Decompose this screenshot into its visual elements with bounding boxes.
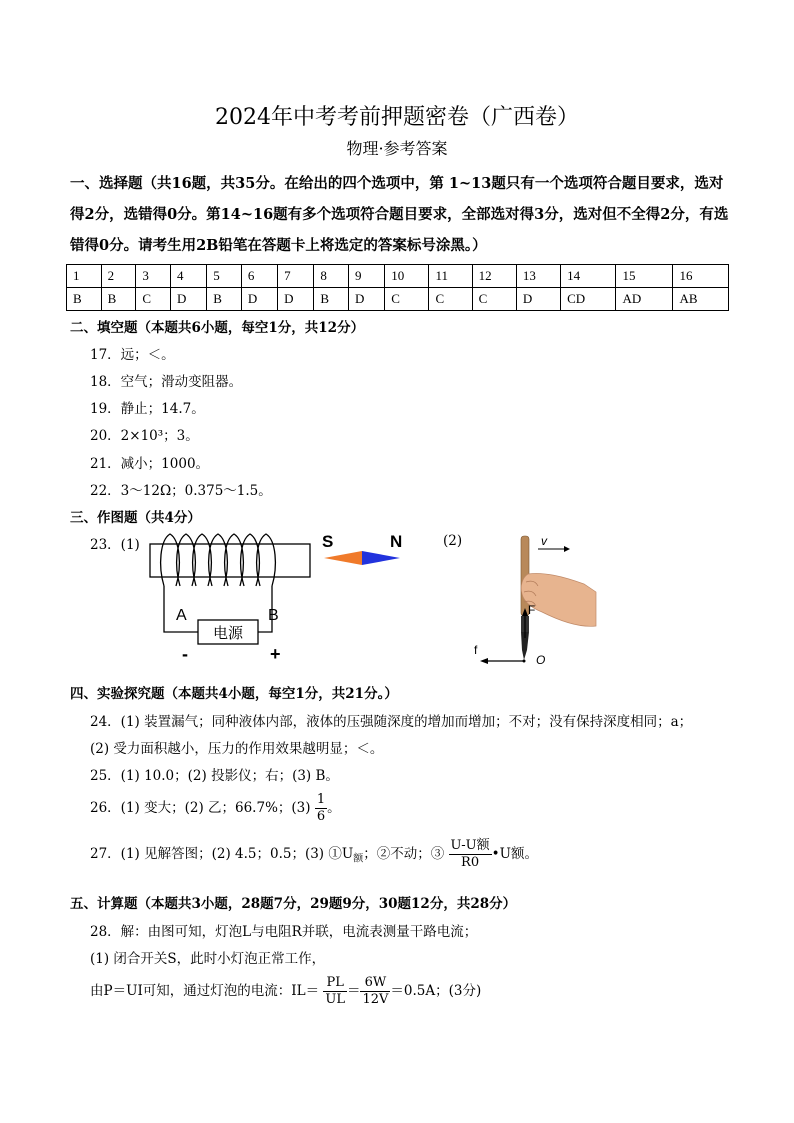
power-supply-label: 电源 (212, 625, 244, 642)
answer-cell: D (348, 288, 384, 311)
question-number-cell: 2 (101, 265, 136, 288)
compass-needle-figure (318, 530, 418, 575)
q27-prefix: 27．(1) 见解答图；(2) 4.5；0.5；(3) ①U (90, 846, 354, 862)
q23-part2-label: (2) (443, 533, 463, 549)
terminal-a-label: A (176, 607, 187, 624)
velocity-label: v (541, 534, 547, 548)
question-number-cell: 5 (207, 265, 242, 288)
answer-cell: D (278, 288, 314, 311)
q28-fraction-1 (323, 975, 347, 1008)
terminal-b-label: B (268, 607, 279, 624)
answer-cell: C (472, 288, 516, 311)
q28-suffix: ＝0.5A；(3分) (390, 983, 482, 999)
minus-sign: - (182, 644, 188, 664)
question-number-cell: 13 (516, 265, 560, 288)
q26-prefix: 26．(1) 变大；(2) 乙；66.7%；(3) (90, 800, 311, 816)
needle-north-half (362, 551, 400, 565)
answer-item-24-line1: 24．(1) 装置漏气；同种液体内部，液体的压强随深度的增加而增加；不对；没有保持深度相同；a； (90, 714, 693, 730)
north-pole-label: N (390, 532, 403, 551)
answer-cell: C (385, 288, 429, 311)
section5-heading: 五、计算题（本题共3小题，28题7分，29题9分，30题12分，共28分） (70, 896, 517, 912)
answer-cell: C (429, 288, 472, 311)
q26-denominator: 6 (316, 809, 326, 824)
question-number-cell: 7 (278, 265, 314, 288)
friction-arrowhead (480, 658, 488, 664)
q27-subscript: 额 (353, 853, 364, 865)
answer-cell: B (314, 288, 349, 311)
question-number-cell: 16 (673, 265, 729, 288)
electromagnet-circuit-figure (140, 526, 330, 666)
answer-table-number-row (67, 265, 729, 288)
section4-heading: 四、实验探究题（本题共4小题，每空1分，共21分。） (70, 686, 398, 702)
answer-item-19: 19．静止；14.7。 (90, 401, 205, 417)
q26-fraction (315, 792, 327, 825)
question-number-cell: 4 (170, 265, 206, 288)
friction-label: f (474, 643, 478, 657)
q28-f1-numerator: PL (323, 975, 347, 992)
velocity-arrowhead (564, 546, 570, 552)
answer-item-22: 22．3～12Ω；0.375～1.5。 (90, 483, 272, 499)
question-number-cell: 9 (348, 265, 384, 288)
answer-item-17: 17．远；＜。 (90, 347, 175, 363)
answer-cell: B (101, 288, 136, 311)
page-title: 2024年中考考前押题密卷（广西卷） (215, 105, 579, 130)
q28-f2-numerator: 6W (360, 975, 390, 992)
iron-core (150, 544, 310, 577)
q26-suffix: 。 (327, 800, 341, 816)
plus-sign: + (270, 644, 281, 664)
question-number-cell: 3 (136, 265, 171, 288)
question-number-cell: 8 (314, 265, 349, 288)
answer-item-24-line2: (2) 受力面积越小，压力的作用效果越明显；＜。 (90, 741, 384, 757)
question-number-cell: 11 (429, 265, 472, 288)
answer-item-28-line1: 28．解：由图可知，灯泡L与电阻R并联，电流表测量干路电流； (90, 924, 478, 940)
q27-numerator: U-U额 (450, 838, 490, 853)
q27-denominator: R0 (461, 855, 480, 870)
q23-label: 23．(1) (90, 537, 140, 553)
q27-fraction (449, 838, 492, 871)
section1-heading: 一、选择题（共16题，共35分。在给出的四个选项中，第 1~13题只有一个选项符合题目要求，选对得2分，选错得0分。第14~16题有多个选项符合题目要求，全部选对得3分，选对但不全得2分，有选错得0分。请考生用2B铅笔在答题卡上将选定的答案标号涂黑。） (70, 175, 729, 254)
q28-f2-denominator: 12V (362, 992, 389, 1007)
question-number-cell: 12 (472, 265, 516, 288)
question-number-cell: 1 (67, 265, 102, 288)
answer-item-20: 20．2×10³；3。 (90, 428, 199, 444)
force-f-label: F (528, 603, 536, 617)
q28-prefix: 由P＝UI可知，通过灯泡的电流：IL＝ (90, 983, 320, 999)
question-number-cell: 6 (241, 265, 277, 288)
point-o-label: O (536, 653, 546, 667)
south-pole-label: S (322, 532, 334, 551)
answer-cell: B (67, 288, 102, 311)
question-number-cell: 10 (385, 265, 429, 288)
question-number-cell: 15 (616, 265, 673, 288)
answer-cell: D (170, 288, 206, 311)
brush-force-figure (466, 528, 606, 668)
answer-item-28-line3 (90, 975, 481, 1008)
q27-suffix: •U额。 (491, 846, 538, 862)
answer-cell: CD (561, 288, 616, 311)
q28-equals: ＝ (346, 983, 361, 999)
answer-item-18: 18．空气；滑动变阻器。 (90, 374, 243, 390)
q26-numerator: 1 (316, 792, 326, 807)
answer-cell: C (136, 288, 171, 311)
answer-table (66, 264, 729, 311)
needle-south-half (324, 551, 362, 565)
answer-item-27 (90, 838, 538, 871)
answer-item-21: 21．减小；1000。 (90, 456, 210, 472)
q28-fraction-2 (360, 975, 390, 1008)
answer-item-26 (90, 792, 341, 825)
answer-item-28-line2: (1) 闭合开关S，此时小灯泡正常工作， (90, 951, 326, 967)
answer-cell: D (516, 288, 560, 311)
question-number-cell: 14 (561, 265, 616, 288)
page-subtitle: 物理·参考答案 (346, 139, 448, 158)
q28-f1-denominator: UL (325, 992, 345, 1007)
answer-item-25: 25．(1) 10.0；(2) 投影仪；右；(3) B。 (90, 768, 339, 784)
section3-heading: 三、作图题（共4分） (70, 510, 201, 526)
section2-heading: 二、填空题（本题共6小题，每空1分，共12分） (70, 320, 365, 336)
answer-cell: B (207, 288, 242, 311)
point-o (523, 660, 526, 663)
answer-cell: AD (616, 288, 673, 311)
q27-mid: ；②不动；③ (363, 846, 445, 862)
answer-cell: AB (673, 288, 729, 311)
answer-cell: D (241, 288, 277, 311)
answer-table-answer-row (67, 288, 729, 311)
